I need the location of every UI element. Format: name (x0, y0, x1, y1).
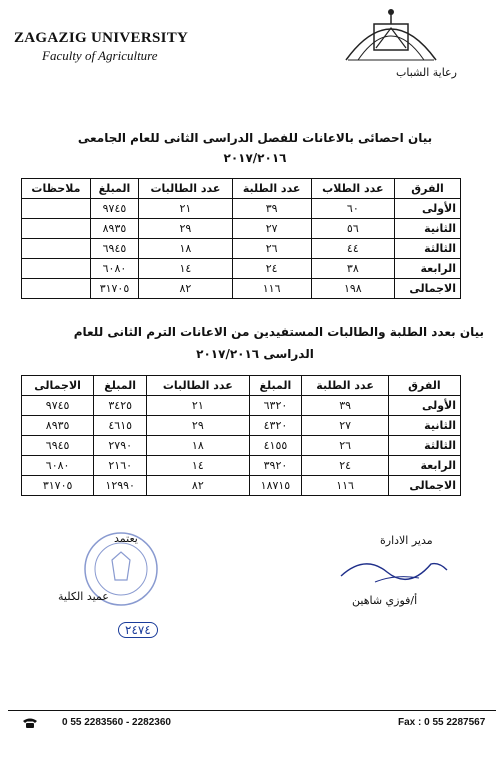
table-cell: ٦٠٨٠ (90, 259, 138, 279)
table-cell: ٣١٧٠٥ (22, 476, 94, 496)
row-label: الثانية (388, 416, 460, 436)
table-header-row (22, 179, 461, 199)
table-cell: ٦٩٤٥ (90, 239, 138, 259)
table-total-row (22, 279, 461, 299)
faculty-logo (336, 4, 446, 66)
table-cell: ٢١ (139, 199, 233, 219)
table-cell: ٤٤ (311, 239, 394, 259)
table-cell: ٢٧ (302, 416, 388, 436)
table-cell: ٩٧٤٥ (90, 199, 138, 219)
header-cell: الفرق (388, 376, 460, 396)
row-label: الاجمالى (395, 279, 461, 299)
header-cell: ملاحظات (22, 179, 91, 199)
table-cell: ٦٣٢٠ (249, 396, 302, 416)
table-cell: ٣١٧٠٥ (90, 279, 138, 299)
table-cell: ٣٨ (311, 259, 394, 279)
row-label: الاجمالى (388, 476, 460, 496)
table-cell: ٣٤٢٥ (94, 396, 147, 416)
table-cell: ٦٠٨٠ (22, 456, 94, 476)
header-cell: عدد الطالبات (147, 376, 249, 396)
university-name: ZAGAZIG UNIVERSITY (14, 30, 189, 46)
table-cell: ٨٩٣٥ (90, 219, 138, 239)
table-cell: ٦٩٤٥ (22, 436, 94, 456)
section2-year: الدراسى ٢٠١٧/٢٠١٦ (196, 347, 314, 361)
table-cell (22, 219, 91, 239)
table-cell: ١١٦ (302, 476, 388, 496)
header-cell: عدد الطلاب (311, 179, 394, 199)
section2-table (21, 375, 461, 496)
dean-title: عميد الكلية (58, 590, 109, 603)
section1-table (21, 178, 461, 299)
telephone-icon (22, 717, 38, 729)
manager-title: مدير الادارة (380, 534, 433, 547)
table-cell (22, 259, 91, 279)
section1-title: بيان احصائى بالاعانات للفصل الدراسى الثانى للعام الجامعى (77, 131, 433, 145)
table-cell: ٣٩ (302, 396, 388, 416)
table-cell: ١١٦ (232, 279, 311, 299)
header-cell: الفرق (395, 179, 461, 199)
table-cell: ٩٧٤٥ (22, 396, 94, 416)
table-row (22, 416, 461, 436)
table-cell: ٦٠ (311, 199, 394, 219)
table-cell: ١٨٧١٥ (249, 476, 302, 496)
section1-year: ٢٠١٧/٢٠١٦ (223, 151, 287, 165)
row-label: الرابعة (388, 456, 460, 476)
manager-name: أ/فوزي شاهين (352, 594, 418, 607)
row-label: الأولى (395, 199, 461, 219)
table-cell: ١٨ (139, 239, 233, 259)
table-cell: ٢٤ (302, 456, 388, 476)
header-cell: المبلغ (94, 376, 147, 396)
table-cell: ٢٩ (139, 219, 233, 239)
fax-number: Fax : 0 55 2287567 (398, 717, 486, 728)
table-cell: ٣٩ (232, 199, 311, 219)
table-cell: ٨٩٣٥ (22, 416, 94, 436)
table-row (22, 259, 461, 279)
table-cell: ١٨ (147, 436, 249, 456)
row-label: الثانية (395, 219, 461, 239)
approval-label: يعتمد (114, 532, 138, 545)
table-cell (22, 239, 91, 259)
table-cell: ١٢٩٩٠ (94, 476, 147, 496)
table-cell: ٢٤ (232, 259, 311, 279)
table-cell: ٢٩ (147, 416, 249, 436)
table-cell: ٤٦١٥ (94, 416, 147, 436)
table-cell: ١٤ (147, 456, 249, 476)
table-cell (22, 199, 91, 219)
header-cell: المبلغ (90, 179, 138, 199)
table-cell: ٤١٥٥ (249, 436, 302, 456)
table-header-row (22, 376, 461, 396)
handwritten-signature (335, 548, 455, 588)
row-label: الأولى (388, 396, 460, 416)
table-cell: ٨٢ (147, 476, 249, 496)
header-cell: عدد الطلبة (302, 376, 388, 396)
table-row (22, 436, 461, 456)
table-cell: ١٤ (139, 259, 233, 279)
table-row (22, 239, 461, 259)
row-label: الثالثة (388, 436, 460, 456)
stamp-number: ٢٤٧٤ (118, 622, 158, 638)
table-cell: ١٩٨ (311, 279, 394, 299)
footer-divider (8, 710, 496, 711)
faculty-name: Faculty of Agriculture (42, 48, 158, 63)
header-cell: المبلغ (249, 376, 302, 396)
table-cell: ٨٢ (139, 279, 233, 299)
table-row (22, 219, 461, 239)
table-cell: ٢١٦٠ (94, 456, 147, 476)
table-row (22, 199, 461, 219)
table-cell (22, 279, 91, 299)
row-label: الثالثة (395, 239, 461, 259)
header-cell: الاجمالى (22, 376, 94, 396)
department-name: رعاية الشباب (396, 66, 457, 79)
table-cell: ٣٩٢٠ (249, 456, 302, 476)
table-cell: ٢٦ (232, 239, 311, 259)
table-cell: ٤٣٢٠ (249, 416, 302, 436)
header-cell: عدد الطالبات (139, 179, 233, 199)
phone-numbers: 0 55 2283560 - 2282360 (62, 717, 171, 728)
table-row (22, 396, 461, 416)
table-row (22, 456, 461, 476)
table-cell: ٢٦ (302, 436, 388, 456)
table-cell: ٢٧ (232, 219, 311, 239)
table-cell: ٢١ (147, 396, 249, 416)
header-cell: عدد الطلبة (232, 179, 311, 199)
table-total-row (22, 476, 461, 496)
section2-title: بيان بعدد الطلبة والطالبات المستفيدين من الاعانات الترم الثانى للعام (73, 325, 484, 339)
table-cell: ٢٧٩٠ (94, 436, 147, 456)
row-label: الرابعة (395, 259, 461, 279)
table-cell: ٥٦ (311, 219, 394, 239)
